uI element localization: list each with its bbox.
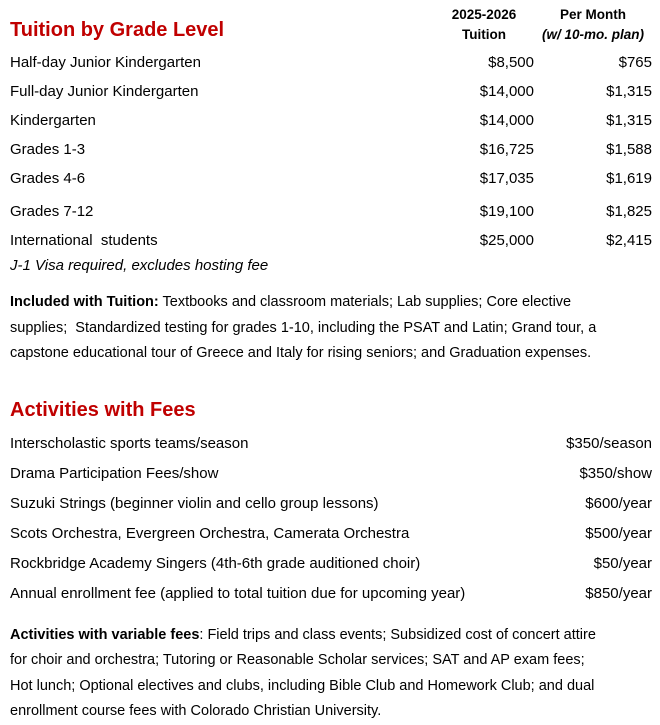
activity-label: Suzuki Strings (beginner violin and cello group lessons) xyxy=(10,494,379,512)
column-header-per-month xyxy=(534,5,652,44)
list-item xyxy=(10,489,652,519)
per-month-value: $1,619 xyxy=(606,170,652,187)
column-header-per-month-line2: (w/ 10-mo. plan) xyxy=(541,26,644,42)
activity-label: Annual enrollment fee (applied to total tuition due for upcoming year) xyxy=(10,584,466,602)
activity-fee: $350/show xyxy=(579,464,652,482)
included-with-tuition-lead: Included with Tuition: xyxy=(10,294,159,310)
column-header-tuition-line2: Tuition xyxy=(462,26,506,42)
paragraph-line: supplies; Standardized testing for grades 1-10, including the PSAT and Latin; Grand tour, a xyxy=(10,319,597,336)
grade-level-label: Grades 1-3 xyxy=(10,141,86,158)
list-item xyxy=(10,429,652,459)
tuition-value: $8,500 xyxy=(488,54,534,71)
grade-level-label: Full-day Junior Kindergarten xyxy=(10,83,199,100)
activities-variable-fees-paragraph xyxy=(10,623,652,725)
activity-label: Scots Orchestra, Evergreen Orchestra, Camerata Orchestra xyxy=(10,524,410,542)
table-row xyxy=(10,226,652,255)
activities-section-title: Activities with Fees xyxy=(10,398,196,421)
column-header-tuition-line1: 2025-2026 xyxy=(451,7,517,22)
variable-fees-lead: Activities with variable fees xyxy=(10,626,200,643)
table-row xyxy=(10,135,652,164)
table-row xyxy=(10,197,652,226)
tuition-value: $19,100 xyxy=(479,203,534,220)
paragraph-line: capstone educational tour of Greece and Italy for rising seniors; and Graduation expenses. xyxy=(10,345,592,361)
paragraph-line: Activities with variable fees: Field trips and class events; Subsidized cost of concert attire xyxy=(10,626,596,643)
tuition-value: $16,725 xyxy=(479,141,534,158)
international-students-note: J-1 Visa required, excludes hosting fee xyxy=(10,257,269,274)
tuition-value: $14,000 xyxy=(479,83,534,100)
grade-level-label: Grades 7-12 xyxy=(10,203,94,220)
list-item xyxy=(10,549,652,579)
table-row xyxy=(10,48,652,77)
per-month-value: $1,825 xyxy=(606,203,652,220)
column-header-per-month-line1: Per Month xyxy=(560,7,626,22)
list-item xyxy=(10,459,652,489)
activity-label: Rockbridge Academy Singers (4th-6th grade auditioned choir) xyxy=(10,554,421,572)
list-item xyxy=(10,579,652,609)
activity-fee: $350/season xyxy=(566,434,652,452)
grade-level-label: Grades 4-6 xyxy=(10,170,86,187)
tuition-value: $25,000 xyxy=(479,232,534,249)
grade-level-label: Half-day Junior Kindergarten xyxy=(10,54,201,71)
per-month-value: $1,588 xyxy=(606,141,652,158)
tuition-column-headers xyxy=(434,5,652,44)
paragraph-line: Hot lunch; Optional electives and clubs, including Bible Club and Homework Club; and dual xyxy=(10,677,595,694)
per-month-value: $1,315 xyxy=(606,112,652,129)
per-month-value: $2,415 xyxy=(606,232,652,249)
paragraph-line: Included with Tuition: Textbooks and classroom materials; Lab supplies; Core elective xyxy=(10,294,572,310)
per-month-value: $1,315 xyxy=(606,83,652,100)
tuition-value: $14,000 xyxy=(479,112,534,129)
paragraph-line: for choir and orchestra; Tutoring or Reasonable Scholar services; SAT and AP exam fees; xyxy=(10,652,585,668)
activities-fee-list xyxy=(10,429,652,609)
activity-fee: $500/year xyxy=(585,524,652,542)
tuition-table-body xyxy=(10,48,652,276)
activity-fee: $850/year xyxy=(585,584,652,602)
activity-fee: $50/year xyxy=(593,554,652,572)
per-month-value: $765 xyxy=(618,54,652,71)
grade-level-label: International students xyxy=(10,232,158,249)
activity-label: Interscholastic sports teams/season xyxy=(10,434,249,452)
tuition-section-title: Tuition by Grade Level xyxy=(10,19,225,41)
table-row xyxy=(10,77,652,106)
table-row xyxy=(10,164,652,193)
activity-fee: $600/year xyxy=(585,494,652,512)
tuition-table-header xyxy=(10,5,652,44)
activity-label: Drama Participation Fees/show xyxy=(10,464,219,482)
paragraph-line: enrollment course fees with Colorado Christian University. xyxy=(10,703,382,719)
included-with-tuition-paragraph xyxy=(10,290,652,367)
list-item xyxy=(10,519,652,549)
grade-level-label: Kindergarten xyxy=(10,112,96,129)
column-header-tuition xyxy=(434,5,534,44)
tuition-value: $17,035 xyxy=(479,170,534,187)
table-row xyxy=(10,106,652,135)
